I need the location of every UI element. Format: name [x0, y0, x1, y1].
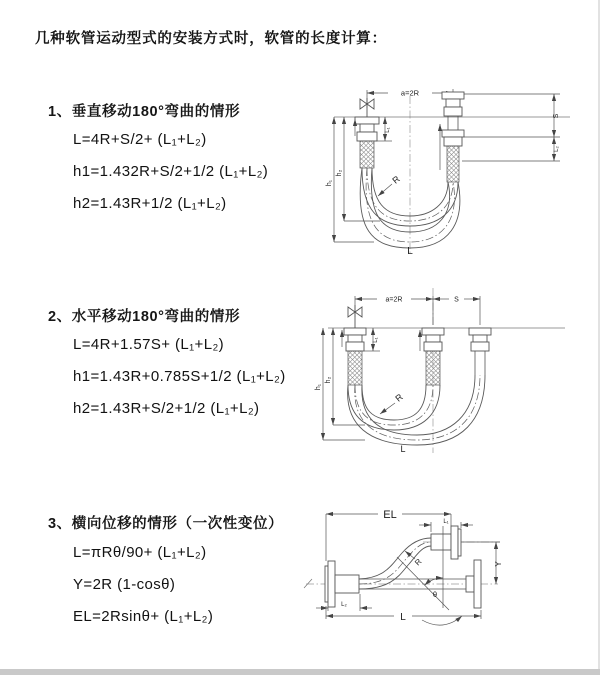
section-1-formula-h2: h2=1.43R+1/2 (L₁+L₂): [73, 195, 227, 212]
right-tube: [475, 351, 485, 375]
right-flange-fitting-lower: [442, 130, 464, 146]
dim-label-h1: h₁: [315, 383, 322, 391]
middle-braid-section: [426, 351, 440, 385]
dim-label-h2: h₂: [325, 376, 332, 384]
dim-label-h1: h₁: [326, 179, 333, 187]
dim-label-el: EL: [383, 509, 397, 521]
left-flange-fitting: [325, 561, 359, 607]
valve-icon: [360, 98, 374, 117]
radius-label: R: [393, 391, 405, 404]
angle-label: θ: [432, 590, 438, 599]
dim-label-s: S: [553, 113, 560, 119]
section-2-formula-h1: h1=1.43R+0.785S+1/2 (L₁+L₂): [73, 368, 286, 385]
section-3-heading: 3、横向位移的情形（一次性变位）: [48, 516, 284, 532]
radius-leader: [380, 403, 395, 414]
dim-label-h2: h₂: [336, 169, 343, 177]
section-1-formula-L: L=4R+S/2+ (L₁+L₂): [73, 131, 207, 148]
radius-leader: [378, 184, 392, 196]
radius-leader: [405, 551, 415, 559]
top-dimensions: [355, 296, 480, 325]
dim-label-l2: L₂: [341, 602, 347, 608]
dim-label-l2: L₂: [554, 146, 560, 152]
middle-flange-fitting: [422, 328, 444, 351]
page-title: 几种软管运动型式的安装方式时，软管的长度计算：: [35, 31, 387, 47]
hose-curves: [348, 375, 485, 445]
section-2-heading: 2、水平移动180°弯曲的情形: [48, 309, 241, 325]
right-flange-fitting-upper: [442, 92, 464, 116]
diagram-horizontal-180-bend: [303, 283, 598, 455]
dim-label-s: S: [454, 296, 459, 304]
section-1-formula-h1: h1=1.432R+S/2+1/2 (L₁+L₂): [73, 163, 269, 180]
section-2-formula-L: L=4R+1.57S+ (L₁+L₂): [73, 336, 225, 353]
right-flange-fitting: [469, 328, 491, 351]
length-label: L: [400, 612, 406, 623]
dim-label-y: Y: [494, 561, 503, 567]
left-braid-section: [348, 351, 362, 385]
right-tube: [448, 116, 458, 130]
left-flange-fitting: [344, 328, 366, 351]
diagram-lateral-displacement: [298, 498, 600, 646]
section-3-formula-L: L=πRθ/90+ (L₁+L₂): [73, 544, 207, 561]
valve-icon: [348, 305, 362, 328]
dim-label-span: a=2R: [400, 88, 420, 98]
length-label: L: [407, 246, 413, 256]
section-3-formula-EL: EL=2Rsinθ+ (L₁+L₂): [73, 608, 214, 625]
diagram-vertical-180-bend: [312, 78, 590, 256]
section-1-heading: 1、垂直移动180°弯曲的情形: [48, 104, 241, 120]
length-label: L: [400, 444, 406, 454]
dim-label-l1: L₁: [385, 127, 391, 133]
dim-label-l1: L₁: [443, 519, 449, 525]
left-braid-section: [360, 141, 374, 168]
section-2-formula-h2: h2=1.43R+S/2+1/2 (L₁+L₂): [73, 400, 260, 417]
page-edge-bottom: [0, 669, 600, 675]
left-flange-fitting: [355, 117, 379, 141]
radius-label: R: [390, 173, 402, 186]
radius-label: R: [413, 557, 424, 568]
right-braid-section: [447, 146, 459, 182]
dim-label-l1: L₁: [373, 337, 379, 343]
section-3-formula-Y: Y=2R (1-cosθ): [73, 576, 176, 593]
top-right-flange-fitting: [431, 526, 461, 559]
dim-label-span: a=2R: [385, 296, 403, 304]
